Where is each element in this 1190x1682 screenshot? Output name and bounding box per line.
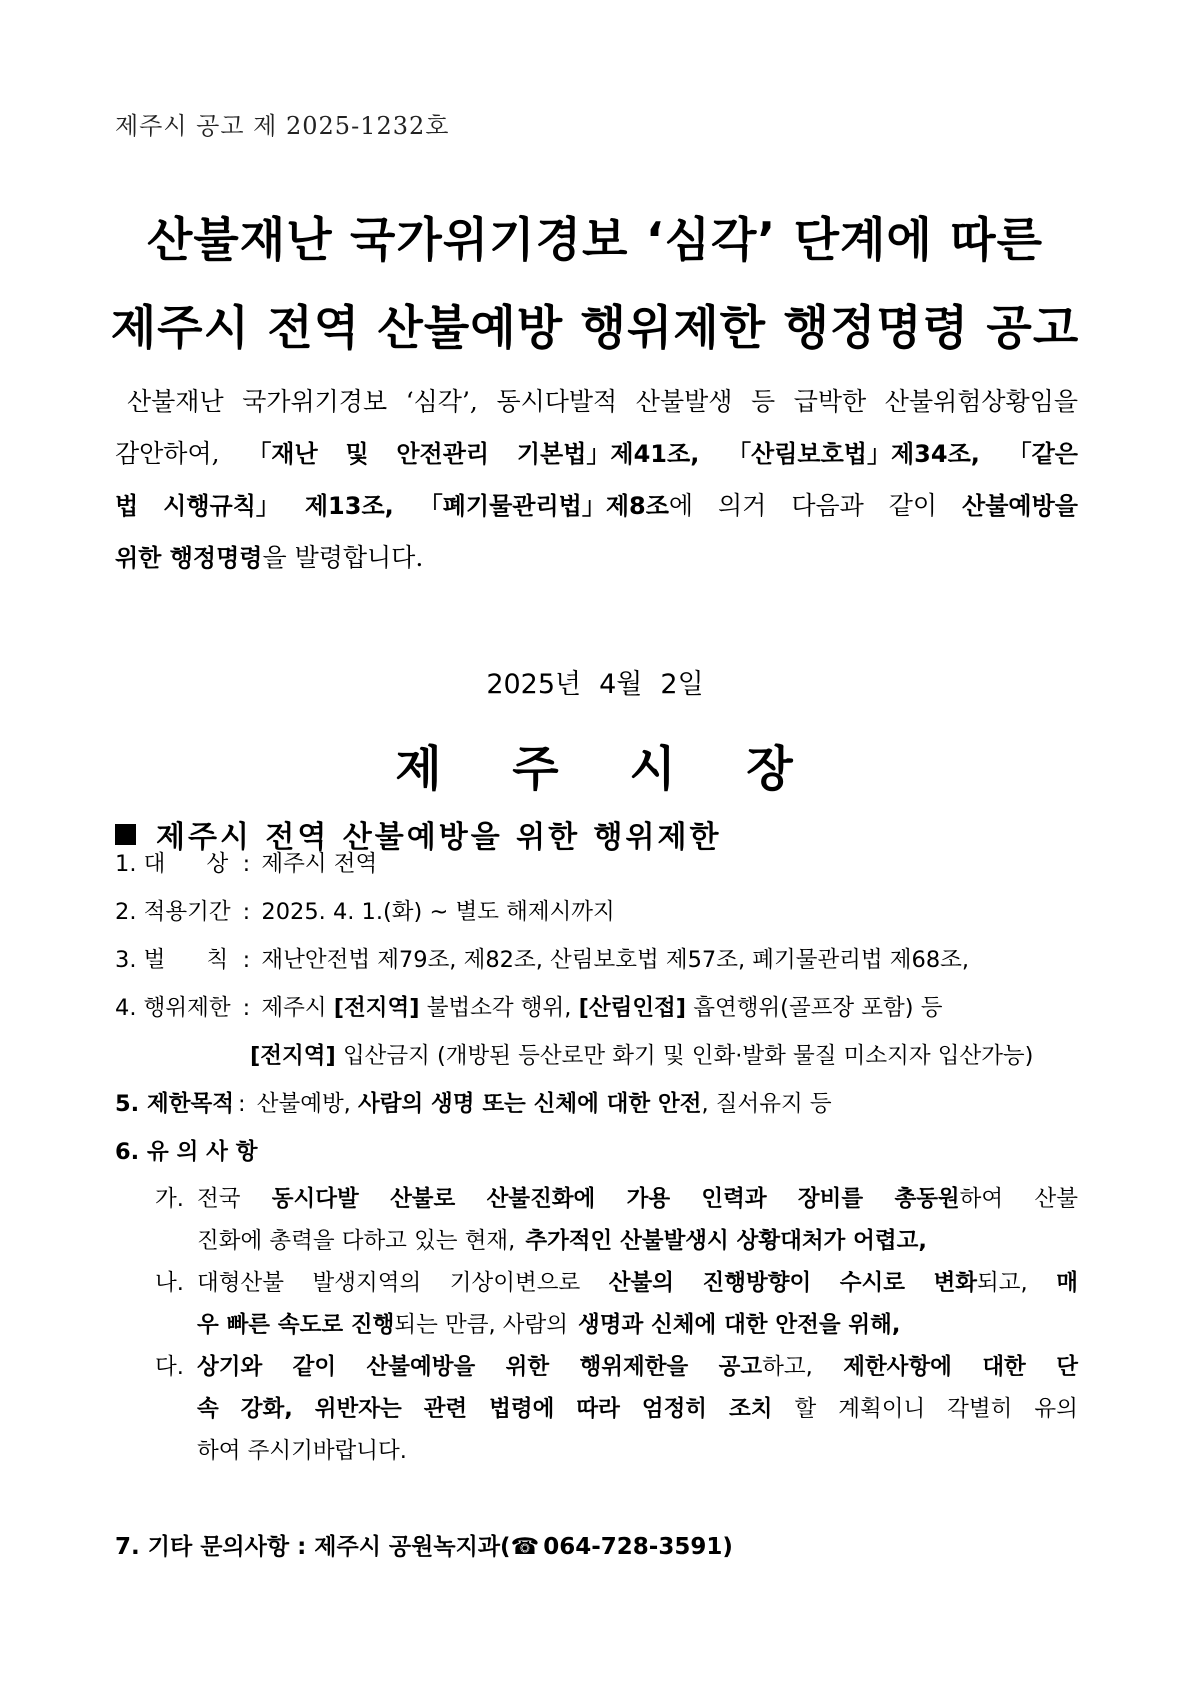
contact-line <box>115 1528 733 1561</box>
emphasis: 위반자는 <box>314 1396 402 1422</box>
item-value: 흡연행위(골프장 포함) 등 <box>693 995 943 1021</box>
item-value: 재난안전법 제79조, 제82조, 산림보호법 제57조, 폐기물관리법 제68조, <box>261 947 970 973</box>
text: 산불 <box>1034 1186 1078 1212</box>
emphasis: 가용 <box>626 1186 671 1212</box>
list-item-penalty: 3. 벌 칙 : 재난안전법 제79조, 제82조, 산림보호법 제57조, 폐기물관리법 제68조, <box>115 940 969 980</box>
text: 각별히 <box>947 1396 1013 1422</box>
emphasis: 같이 <box>292 1354 337 1380</box>
emphasis: 추가적인 산불발생시 상황대처가 어렵고, <box>525 1228 927 1254</box>
law-reference: 기본법」제41조, <box>516 440 700 468</box>
note-na-line-2 <box>155 1304 1078 1346</box>
item-number: 3. <box>115 947 137 973</box>
note-da-line-1 <box>155 1346 1078 1388</box>
emphasis: 생명과 신체에 대한 안전을 위해, <box>578 1312 901 1338</box>
item-label: 적용기간 <box>143 899 231 925</box>
text: 발생지역의 <box>312 1270 422 1296</box>
contact-phone: 064-728-3591) <box>543 1534 733 1560</box>
law-reference: 제13조, <box>304 492 394 520</box>
text: 에 <box>668 491 694 520</box>
emphasis: 사람의 생명 또는 신체에 대한 안전 <box>357 1091 702 1117</box>
emphasis: 장비를 <box>797 1186 864 1212</box>
text: 진화에 총력을 다하고 있는 현재, <box>197 1228 516 1254</box>
text: 되고, <box>977 1270 1028 1296</box>
emphasis: 수시로 <box>839 1270 905 1296</box>
text: 하고, <box>762 1354 813 1380</box>
intro-line-3 <box>115 480 1078 532</box>
text: 국가위기경보 <box>242 387 388 416</box>
page-title-line-2: 제주시 전역 산불예방 행위제한 행정명령 공고 <box>110 301 1080 356</box>
emphasis: 우 빠른 속도로 진행 <box>197 1312 395 1338</box>
emphasis: 진행방향이 <box>702 1270 812 1296</box>
item-label: 행위제한 <box>143 995 231 1021</box>
emphasis: 위한 행정명령 <box>115 544 263 572</box>
text: 동시다발적 <box>496 387 618 416</box>
date-month: 4월 <box>599 669 643 700</box>
item-value: , 질서유지 등 <box>701 1091 832 1117</box>
text: 을 발령합니다. <box>262 543 424 572</box>
black-square-icon <box>115 824 136 845</box>
emphasis: 동시다발 <box>271 1186 359 1212</box>
note-na-line-1 <box>155 1262 1078 1304</box>
note-da-line-3 <box>155 1430 1078 1472</box>
emphasis: 제한사항에 <box>843 1354 952 1380</box>
law-reference: 「폐기물관리법」제8조 <box>418 492 669 520</box>
item-value: 입산금지 (개방된 등산로만 화기 및 인화·발화 물질 미소지자 입산가능) <box>342 1043 1034 1069</box>
area-tag: [산림인접] <box>578 995 687 1021</box>
emphasis: 매 <box>1056 1270 1078 1296</box>
item-label: 대 상 <box>143 851 229 877</box>
text: 급박한 <box>793 387 867 416</box>
law-reference: 「같은 <box>1007 440 1078 468</box>
text: ‘심각’, <box>405 387 478 416</box>
note-ga-line-2 <box>155 1220 1078 1262</box>
text: 하여 <box>959 1186 1004 1212</box>
emphasis: 총동원 <box>894 1186 960 1212</box>
emphasis: 따라 <box>576 1396 620 1422</box>
text: 산불재난 <box>127 387 224 416</box>
emphasis: 조치 <box>729 1396 773 1422</box>
emphasis: 산불로 <box>390 1186 456 1212</box>
text: 되는 만큼, 사람의 <box>394 1312 568 1338</box>
note-marker: 다. <box>155 1354 184 1380</box>
list-item-target: 1. 대 상 : 제주시 전역 <box>115 844 377 884</box>
emphasis: 위한 <box>505 1354 550 1380</box>
text: 유의 <box>1034 1396 1078 1422</box>
area-tag: [전지역] <box>333 995 420 1021</box>
text: 기상이변으로 <box>449 1270 581 1296</box>
note-marker: 나. <box>155 1270 184 1296</box>
text: 전국 <box>197 1186 241 1212</box>
emphasis: 변화 <box>933 1270 978 1296</box>
emphasis: 엄정히 <box>641 1396 708 1422</box>
phone-icon: ☎ <box>510 1534 540 1560</box>
emphasis: 단 <box>1056 1354 1078 1380</box>
emphasis: 강화, <box>240 1396 293 1422</box>
emphasis: 관련 <box>423 1396 468 1422</box>
item-value: 산불예방, <box>256 1091 351 1117</box>
text: 하여 주시기바랍니다. <box>197 1438 407 1464</box>
emphasis: 대한 <box>982 1354 1026 1380</box>
text: 감안하여, <box>115 439 220 468</box>
text: 다음과 <box>791 491 864 520</box>
list-item-purpose: 5. 제한목적 : 산불예방, 사람의 생명 또는 신체에 대한 안전, 질서유지 등 <box>115 1091 832 1117</box>
law-reference: 「재난 <box>247 440 318 468</box>
note-marker: 가. <box>155 1186 184 1212</box>
area-tag: [전지역] <box>250 1043 336 1069</box>
item-value: 2025. 4. 1.(화) ~ 별도 해제시까지 <box>261 899 615 925</box>
emphasis: 산불예방을 <box>962 492 1078 520</box>
intro-paragraph <box>115 376 1078 584</box>
emphasis: 산불진화에 <box>486 1186 596 1212</box>
list-item-restriction: 4. 행위제한 : 제주시 [전지역] 불법소각 행위, [산림인접] 흡연행위(골프장 포함) 등 <box>115 988 942 1028</box>
text: 같이 <box>888 491 938 520</box>
text: 할 <box>794 1396 817 1422</box>
item-value: 제주시 전역 <box>261 851 378 877</box>
list-item-period: 2. 적용기간 : 2025. 4. 1.(화) ~ 별도 해제시까지 <box>115 892 615 932</box>
item-number: 1. <box>115 851 137 877</box>
contact-label: 7. 기타 문의사항 : 제주시 공원녹지과( <box>115 1534 511 1560</box>
intro-line-4 <box>115 532 1078 584</box>
item-number: 4. <box>115 995 137 1021</box>
date-day: 2일 <box>660 669 704 700</box>
item-label: 벌 칙 <box>143 947 229 973</box>
item-value: 제주시 <box>261 995 327 1021</box>
text: 등 <box>751 387 776 416</box>
item-value: 불법소각 행위, <box>426 995 572 1021</box>
note-da-line-2 <box>155 1388 1078 1430</box>
emphasis: 법령에 <box>489 1396 555 1422</box>
emphasis: 산불예방을 <box>366 1354 476 1380</box>
item-label: 6. 유 의 사 항 <box>115 1139 258 1165</box>
note-ga-line-1 <box>155 1178 1078 1220</box>
emphasis: 행위제한을 <box>579 1354 689 1380</box>
list-item-notes-heading <box>115 1132 257 1172</box>
law-reference: 법 <box>115 492 139 520</box>
issue-date <box>0 662 1190 701</box>
item-label: 5. 제한목적 <box>115 1091 234 1117</box>
text: 의거 <box>718 491 767 520</box>
text: 대형산불 <box>197 1270 284 1296</box>
intro-line-2 <box>115 428 1078 480</box>
notice-number: 제주시 공고 제 2025-1232호 <box>115 112 450 140</box>
law-reference: 「산림보호법」제34조, <box>727 440 980 468</box>
text: 산불위험상황임을 <box>884 387 1078 416</box>
emphasis: 산불의 <box>608 1270 674 1296</box>
law-reference: 시행규칙」 <box>163 492 280 520</box>
date-year: 2025년 <box>486 669 582 700</box>
item-number: 2. <box>115 899 137 925</box>
page-title-line-1: 산불재난 국가위기경보 ‘심각’ 단계에 따른 <box>147 213 1043 268</box>
emphasis: 속 <box>197 1396 219 1422</box>
emphasis: 인력과 <box>701 1186 767 1212</box>
signer: 제 주 시 장 <box>395 741 795 797</box>
section-title: 제주시 전역 산불예방을 위한 행위제한 <box>156 820 722 855</box>
law-reference: 안전관리 <box>396 440 490 468</box>
notes-list <box>155 1178 1078 1472</box>
text: 산불발생 <box>635 387 733 416</box>
emphasis: 공고 <box>718 1354 763 1380</box>
text: 계획이니 <box>838 1396 926 1422</box>
list-item-restriction-cont <box>250 1036 1033 1076</box>
law-reference: 및 <box>345 440 369 468</box>
intro-line-1 <box>115 376 1078 428</box>
emphasis: 상기와 <box>197 1354 263 1380</box>
